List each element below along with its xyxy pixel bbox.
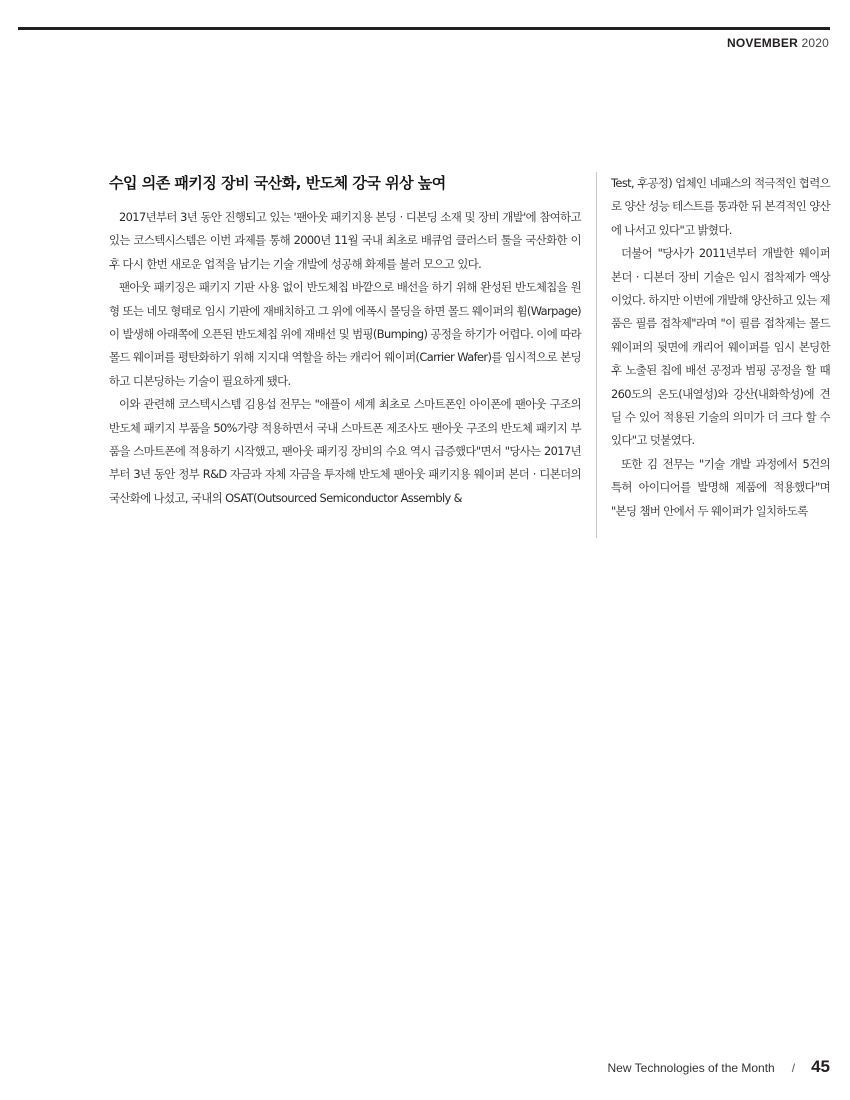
issue-date	[727, 36, 829, 50]
column-divider	[596, 172, 597, 538]
article-paragraph: Test, 후공정) 업체인 네패스의 적극적인 협력으로 양산 성능 테스트를 통과한 뒤 본격적인 양산에 나서고 있다"고 밝혔다.	[611, 176, 830, 237]
article-headline: 수입 의존 패키징 장비 국산화, 반도체 강국 위상 높여	[109, 174, 446, 192]
issue-month: NOVEMBER	[727, 36, 798, 50]
article-paragraph: 2017년부터 3년 동안 진행되고 있는 '팬아웃 패키지용 본딩 · 디본딩 소재 및 장비 개발'에 참여하고 있는 코스텍시스템은 이번 과제를 통해 2000년 11월 국내 최초로 배큐엄 클러스터 툴을 국산화한 이후 다시 한번 새로운 업적을 남기는 기술 개발에 성공해 화제를 불러 모으고 있다.	[109, 210, 581, 271]
footer-separator: /	[791, 1061, 796, 1075]
header-rule	[18, 27, 830, 30]
page-footer	[608, 1057, 830, 1077]
article-right-column	[611, 172, 830, 523]
article-paragraph: 또한 김 전무는 "기술 개발 과정에서 5건의 특허 아이디어를 발명해 제품에 적용했다"며 "본딩 챔버 안에서 두 웨이퍼가 일치하도록	[611, 456, 830, 518]
page-number: 45	[811, 1057, 830, 1076]
article-left-column	[109, 172, 581, 510]
article-paragraph: 더불어 "당사가 2011년부터 개발한 웨이퍼 본더 · 디본더 장비 기술은 임시 접착제가 액상이었다. 하지만 이번에 개발해 양산하고 있는 제품은 필름 접착제"라며 "이 필름 접착제는 몰드 웨이퍼의 뒷면에 캐리어 웨이퍼를 임시 본딩한 후 노출된 칩에 배선 공정과 범핑 공정을 할 때 260도의 온도(내열성)와 강산(내화학성)에 견딜 수 있어 적용된 기술의 의미가 더 크다 할 수 있다"고 덧붙였다.	[611, 246, 830, 448]
footer-section-title: New Technologies of the Month	[607, 1061, 775, 1075]
article-paragraph: 이와 관련해 코스텍시스템 김용섭 전무는 "애플이 세계 최초로 스마트폰인 아이폰에 팬아웃 구조의 반도체 패키지 부품을 50%가량 적용하면서 국내 스마트폰 제조사도 팬아웃 구조의 반도체 패키지 부품을 스마트폰에 적용하기 시작했고, 팬아웃 패키징 장비의 수요 역시 급증했다"면서 "당사는 2017년부터 3년 동안 정부 R&D 자금과 자체 자금을 투자해 반도체 팬아웃 패키지용 웨이퍼 본더 · 디본더의 국산화에 나섰고, 국내의 OSAT(Outsourced Semiconductor Assembly &	[109, 397, 581, 505]
issue-year: 2020	[801, 36, 829, 50]
article-paragraph: 팬아웃 패키징은 패키지 기판 사용 없이 반도체칩 바깥으로 배선을 하기 위해 완성된 반도체칩을 원형 또는 네모 형태로 임시 기판에 재배치하고 그 위에 에폭시 몰딩을 하면 몰드 웨이퍼의 휨(Warpage)이 발생해 아래쪽에 오픈된 반도체칩 위에 재배선 및 범핑(Bumping) 공정을 하기가 어렵다. 이에 따라 몰드 웨이퍼를 평탄화하기 위해 지지대 역할을 하는 캐리어 웨이퍼(Carrier Wafer)를 임시적으로 본딩하고 디본딩하는 기술이 필요하게 됐다.	[109, 280, 581, 388]
